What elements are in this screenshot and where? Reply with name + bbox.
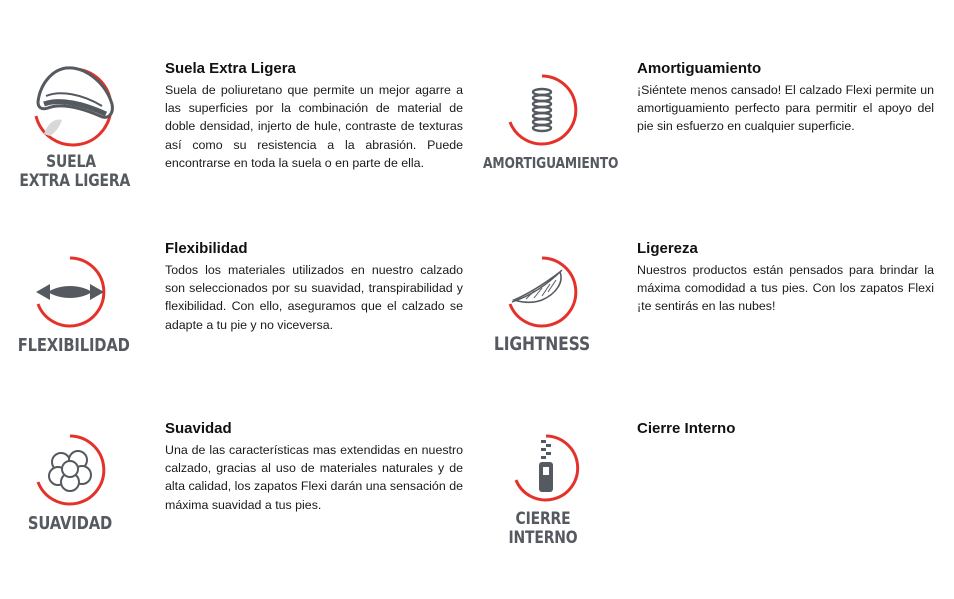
- feature-title: Flexibilidad: [165, 240, 248, 257]
- feature-description: ¡Siéntete menos cansado! El calzado Flexi permite un amortiguamiento perfecto para permitir el apoyo del pie sin esfuerzo en cualquier superficie.: [637, 83, 934, 134]
- flex-arrows-icon: [32, 254, 108, 330]
- feature-title: Amortiguamiento: [637, 60, 762, 77]
- feature-title: Suavidad: [165, 420, 232, 437]
- feature-description: Una de las características mas extendidas en nuestro calzado, gracias al uso de materiales naturales y de alta calidad, los zapatos Flexi darán una sensación de máxima suavidad a tus pies.: [165, 443, 463, 512]
- spring-icon: [504, 72, 580, 148]
- feature-title: Suela Extra Ligera: [165, 60, 296, 77]
- badge-label: SUELA EXTRA LIGERA: [19, 152, 131, 192]
- badge-label: SUAVIDAD: [27, 513, 113, 534]
- badge-label: AMORTIGUAMIENTO: [483, 154, 619, 172]
- zipper-icon: [510, 432, 582, 504]
- cotton-icon: [32, 432, 108, 508]
- badge-label: LIGHTNESS: [493, 333, 591, 355]
- shoe-sole-icon: [30, 64, 116, 150]
- badge-label: CIERRE INTERNO: [508, 509, 578, 549]
- feature-description: Suela de poliuretano que permite un mejor agarre a las superficies por la combinación de material de doble densidad, injerto de hule, contraste de texturas así como su resistencia a la abrasión. Puede encontrarse en toda la suela o en parte de ella.: [165, 83, 463, 170]
- feature-description: Todos los materiales utilizados en nuestro calzado son seleccionados por su suavidad, transpirabilidad y flexibilidad. Con ello, aseguramos que el calzado se adapte a tu pie y no viceversa.: [165, 263, 463, 332]
- feature-title: Ligereza: [637, 240, 698, 257]
- feature-title: Cierre Interno: [637, 420, 736, 437]
- feature-description: Nuestros productos están pensados para brindar la máxima comodidad a tus pies. Con los zapatos Flexi ¡te sentirás en las nubes!: [637, 263, 934, 314]
- badge-label: FLEXIBILIDAD: [17, 335, 130, 356]
- feather-icon: [504, 254, 580, 330]
